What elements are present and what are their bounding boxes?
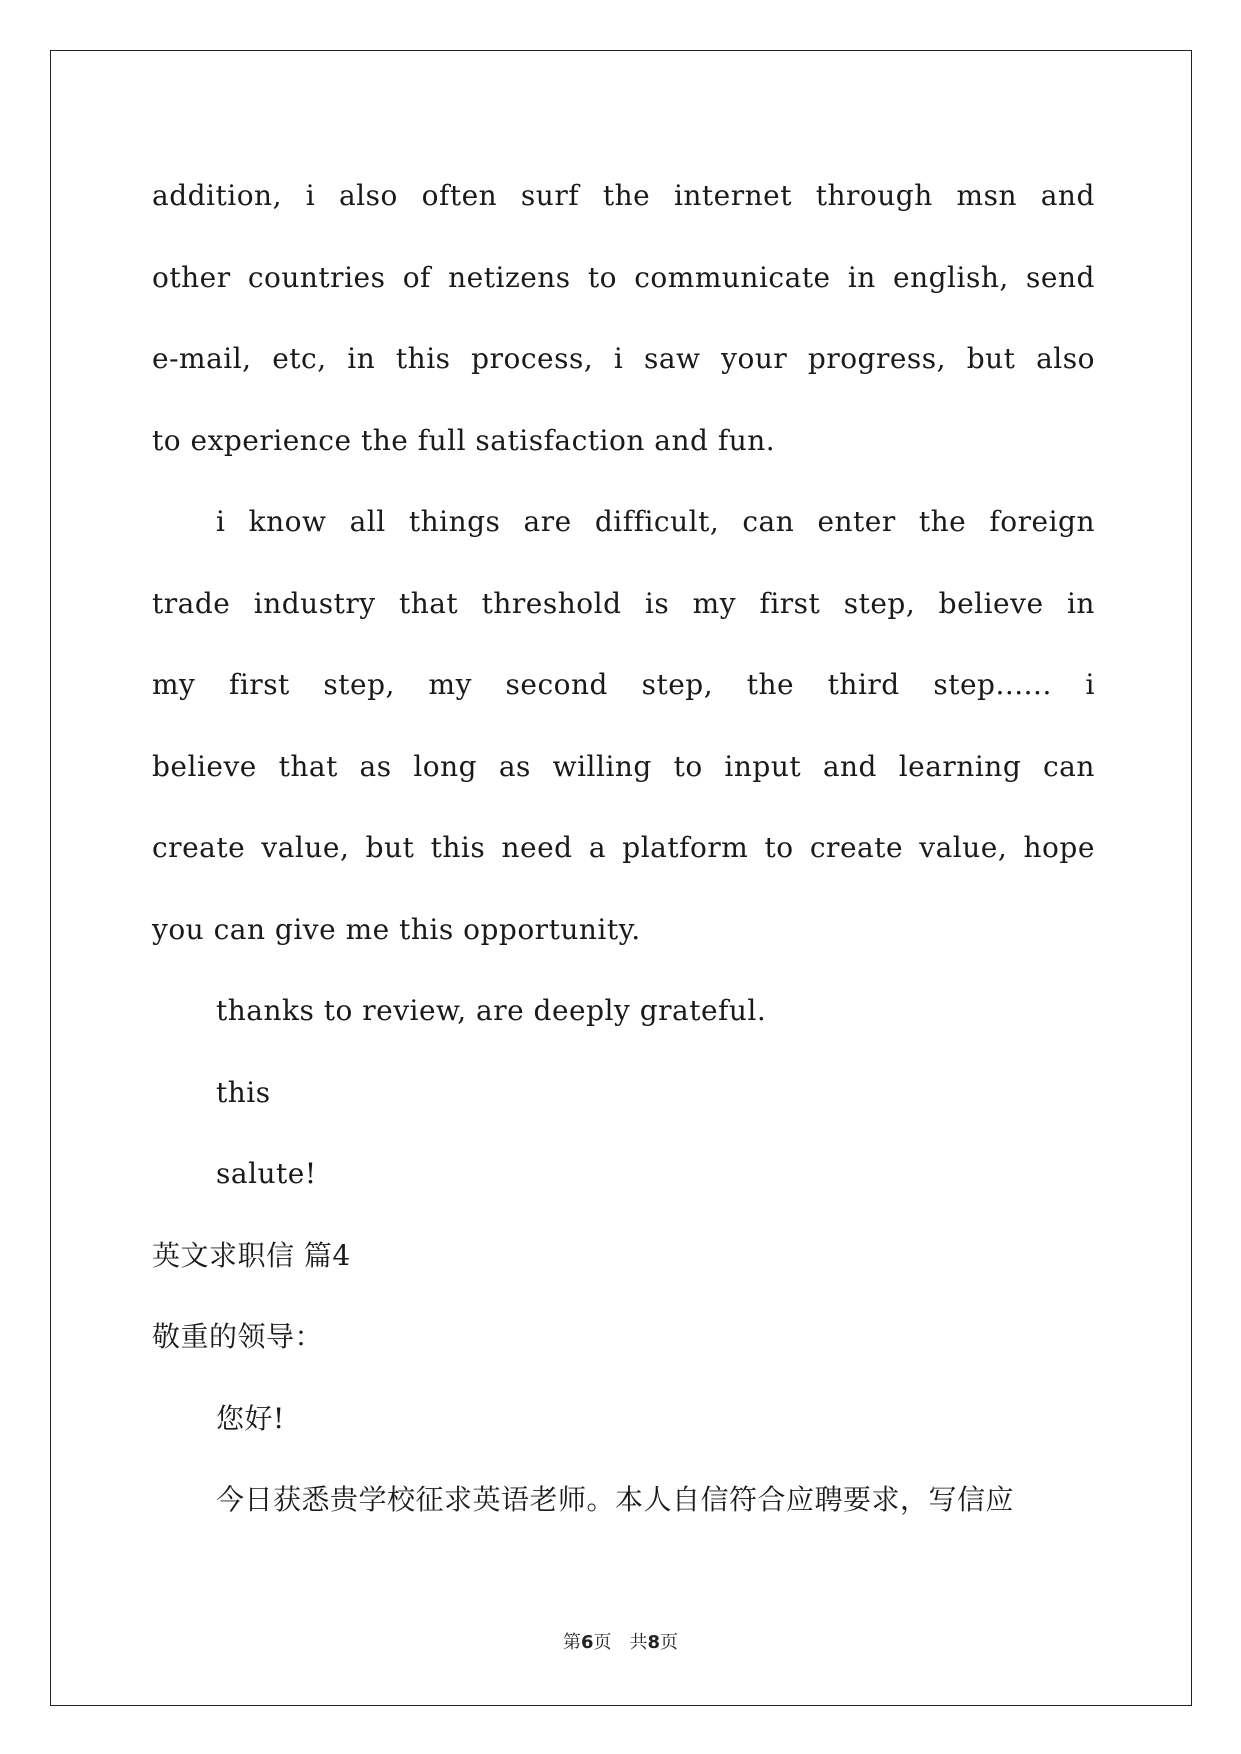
section-heading: 英文求职信 篇4 (152, 1238, 351, 1272)
word: can (1042, 749, 1095, 783)
footer-mid: 页 共 (593, 1632, 648, 1653)
word: also (338, 179, 398, 212)
word: create (809, 831, 904, 864)
word: input (724, 749, 802, 783)
word: as (359, 749, 392, 783)
paragraph-line (152, 563, 1095, 645)
word: learning (898, 749, 1022, 783)
word: step...... (933, 668, 1052, 701)
word: in (1066, 586, 1095, 620)
word: things (408, 505, 501, 538)
paragraph-line (152, 155, 1095, 237)
paragraph-line (152, 807, 1095, 889)
paragraph-line: thanks to review, are deeply grateful. (216, 994, 767, 1027)
word: the (746, 668, 795, 701)
word: english, (893, 260, 1009, 294)
word: i (613, 342, 624, 375)
paragraph-line (152, 237, 1095, 319)
word: trade (152, 586, 231, 620)
word: value, (919, 831, 1008, 864)
page-footer (0, 1628, 1241, 1654)
paragraph-line (152, 644, 1095, 726)
word: my (152, 668, 196, 701)
word: in (847, 260, 876, 294)
word: etc, (272, 342, 327, 375)
document-body (152, 155, 1095, 1541)
word: second (505, 668, 608, 701)
word: your (721, 342, 788, 375)
greeting: 您好! (216, 1401, 285, 1435)
word: can (742, 505, 795, 538)
paragraph-line: salute! (216, 1157, 317, 1190)
word: also (1036, 342, 1095, 375)
word: but (966, 342, 1016, 375)
word: hope (1023, 831, 1095, 864)
word: send (1026, 260, 1095, 294)
word: other (152, 260, 231, 294)
word: platform (622, 831, 749, 864)
word: i (216, 505, 226, 538)
word: long (413, 749, 478, 783)
footer-prefix: 第 (562, 1632, 581, 1653)
paragraph-line (152, 318, 1095, 400)
paragraph-line: you can give me this opportunity. (152, 912, 641, 946)
total-page-number: 8 (647, 1632, 661, 1653)
word: enter (817, 505, 896, 538)
word: are (523, 505, 572, 538)
word: of (402, 260, 431, 294)
word: to (587, 260, 618, 294)
word: to (673, 749, 703, 783)
footer-suffix: 页 (660, 1632, 679, 1653)
word: that (398, 586, 459, 620)
word: value, (261, 831, 350, 864)
word: progress, (807, 342, 947, 375)
word: this (430, 831, 486, 864)
word: threshold (481, 586, 622, 620)
word: to (764, 831, 794, 864)
word: difficult, (594, 505, 720, 538)
word: netizens (448, 260, 571, 294)
word: step, (843, 586, 916, 620)
word: internet (673, 179, 792, 212)
word: and (1040, 179, 1095, 212)
word: a (588, 831, 607, 864)
word: i (1085, 668, 1095, 701)
word: create (152, 831, 246, 864)
word: believe (152, 749, 257, 783)
word: the (918, 505, 967, 538)
word: first (759, 586, 821, 620)
word: all (349, 505, 386, 538)
word: saw (643, 342, 701, 375)
word: third (827, 668, 900, 701)
word: surf (520, 179, 580, 212)
word: often (421, 179, 498, 212)
paragraph-line: 今日获悉贵学校征求英语老师。本人自信符合应聘要求，写信应 (216, 1483, 1015, 1516)
word: this (395, 342, 451, 375)
salutation: 敬重的领导： (152, 1320, 324, 1353)
word: my (692, 586, 737, 620)
word: msn (956, 179, 1017, 212)
paragraph-line (152, 481, 1095, 563)
word: foreign (989, 505, 1095, 538)
word: and (822, 749, 877, 783)
word: need (501, 831, 573, 864)
word: countries (247, 260, 386, 294)
word: industry (253, 586, 376, 620)
word: process, (471, 342, 594, 375)
word: as (498, 749, 531, 783)
word: know (248, 505, 327, 538)
current-page-number: 6 (580, 1632, 594, 1653)
word: is (644, 586, 670, 620)
word: first (228, 668, 290, 701)
word: communicate (634, 260, 831, 294)
paragraph-line: this (216, 1075, 271, 1109)
word: i (305, 179, 316, 212)
word: the (602, 179, 651, 212)
word: e-mail, (152, 342, 252, 375)
word: willing (552, 749, 652, 783)
word: that (278, 749, 338, 783)
paragraph-line: to experience the full satisfaction and fun. (152, 423, 776, 457)
word: my (428, 668, 472, 701)
word: step, (641, 668, 714, 701)
word: but (365, 831, 415, 864)
word: through (815, 179, 933, 212)
paragraph-line (152, 726, 1095, 808)
word: addition, (152, 179, 282, 212)
word: believe (938, 586, 1044, 620)
word: step, (323, 668, 395, 701)
word: in (347, 342, 376, 375)
